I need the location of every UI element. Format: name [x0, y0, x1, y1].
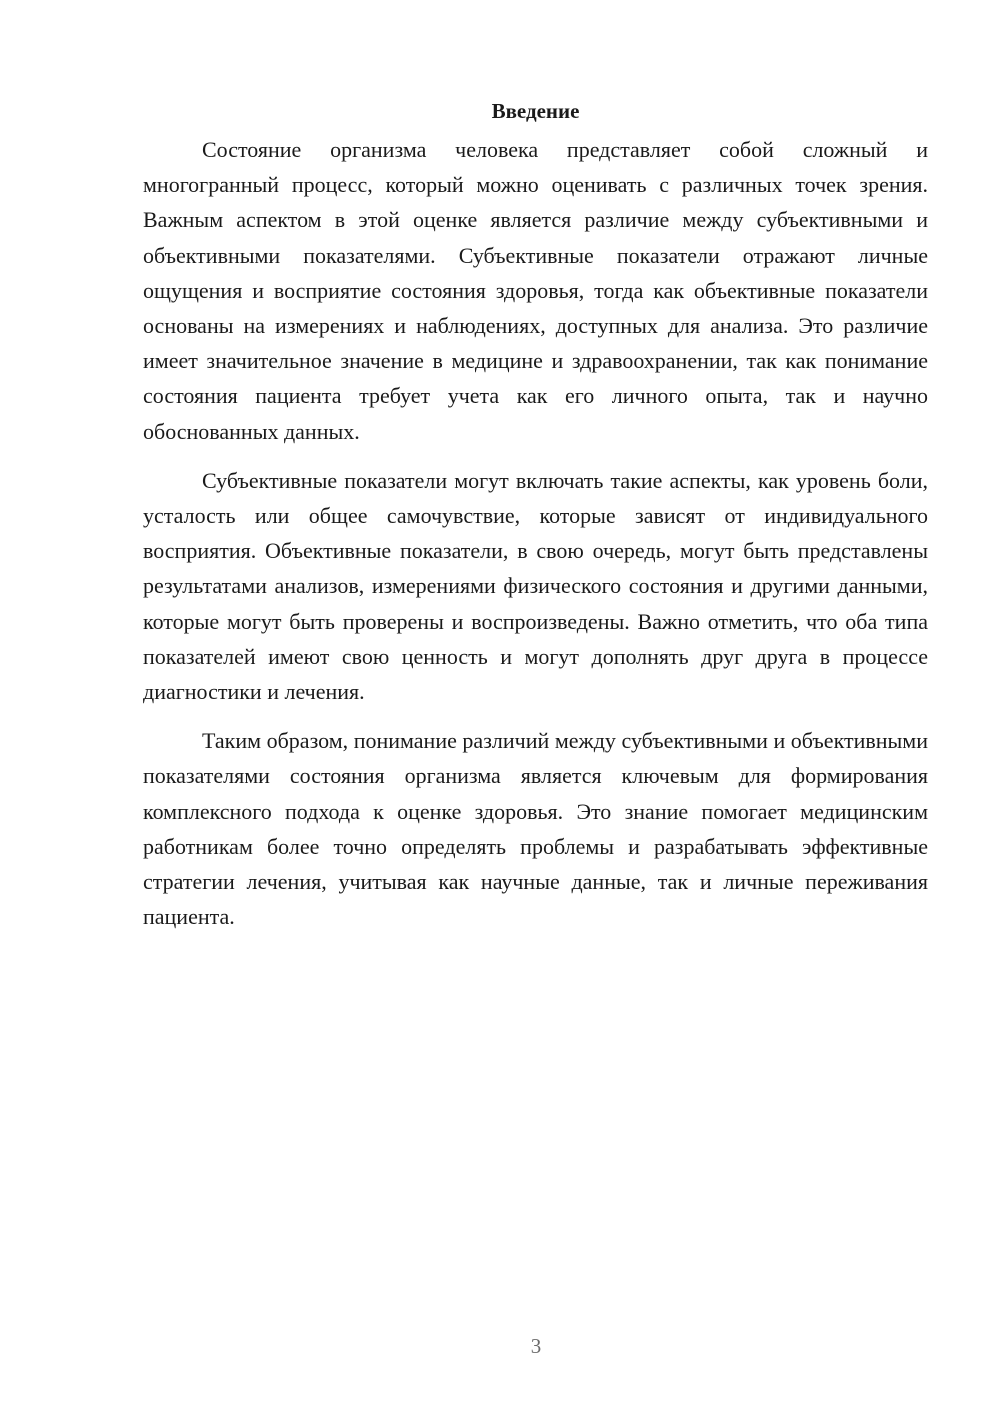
paragraph-2: Субъективные показатели могут включать такие аспекты, как уровень боли, усталость или общее самочувствие, которые зависят от индивидуального восприятия. Объективные показатели, в свою очередь, могут быть представлены результатами анализов, измерениями физического состояния и другими данными, которые могут быть проверены и воспроизведены. Важно отметить, что оба типа показателей имеют свою ценность и могут дополнять друг друга в процессе диагностики и лечения. [143, 467, 928, 705]
paragraph-3: Таким образом, понимание различий между субъективными и объективными показателями состояния организма является ключевым для формирования комплексного подхода к оценке здоровья. Это знание помогает медицинским работникам более точно определять проблемы и разрабатывать эффективные стратегии лечения, учитывая как научные данные, так и личные переживания пациента. [143, 728, 928, 930]
section-heading: Введение [491, 99, 580, 123]
document-body [143, 96, 928, 948]
page-number: 3 [530, 1334, 542, 1358]
paragraph-1: Состояние организма человека представляет собой сложный и многогранный процесс, который можно оценивать с различных точек зрения. Важным аспектом в этой оценке является различие между субъективными и объективными показателями. Субъективные показатели отражают личные ощущения и восприятие состояния здоровья, тогда как объективные показатели основаны на измерениях и наблюдениях, доступных для анализа. Это различие имеет значительное значение в медицине и здравоохранении, так как понимание состояния пациента требует учета как его личного опыта, так и научно обоснованных данных. [143, 137, 928, 444]
